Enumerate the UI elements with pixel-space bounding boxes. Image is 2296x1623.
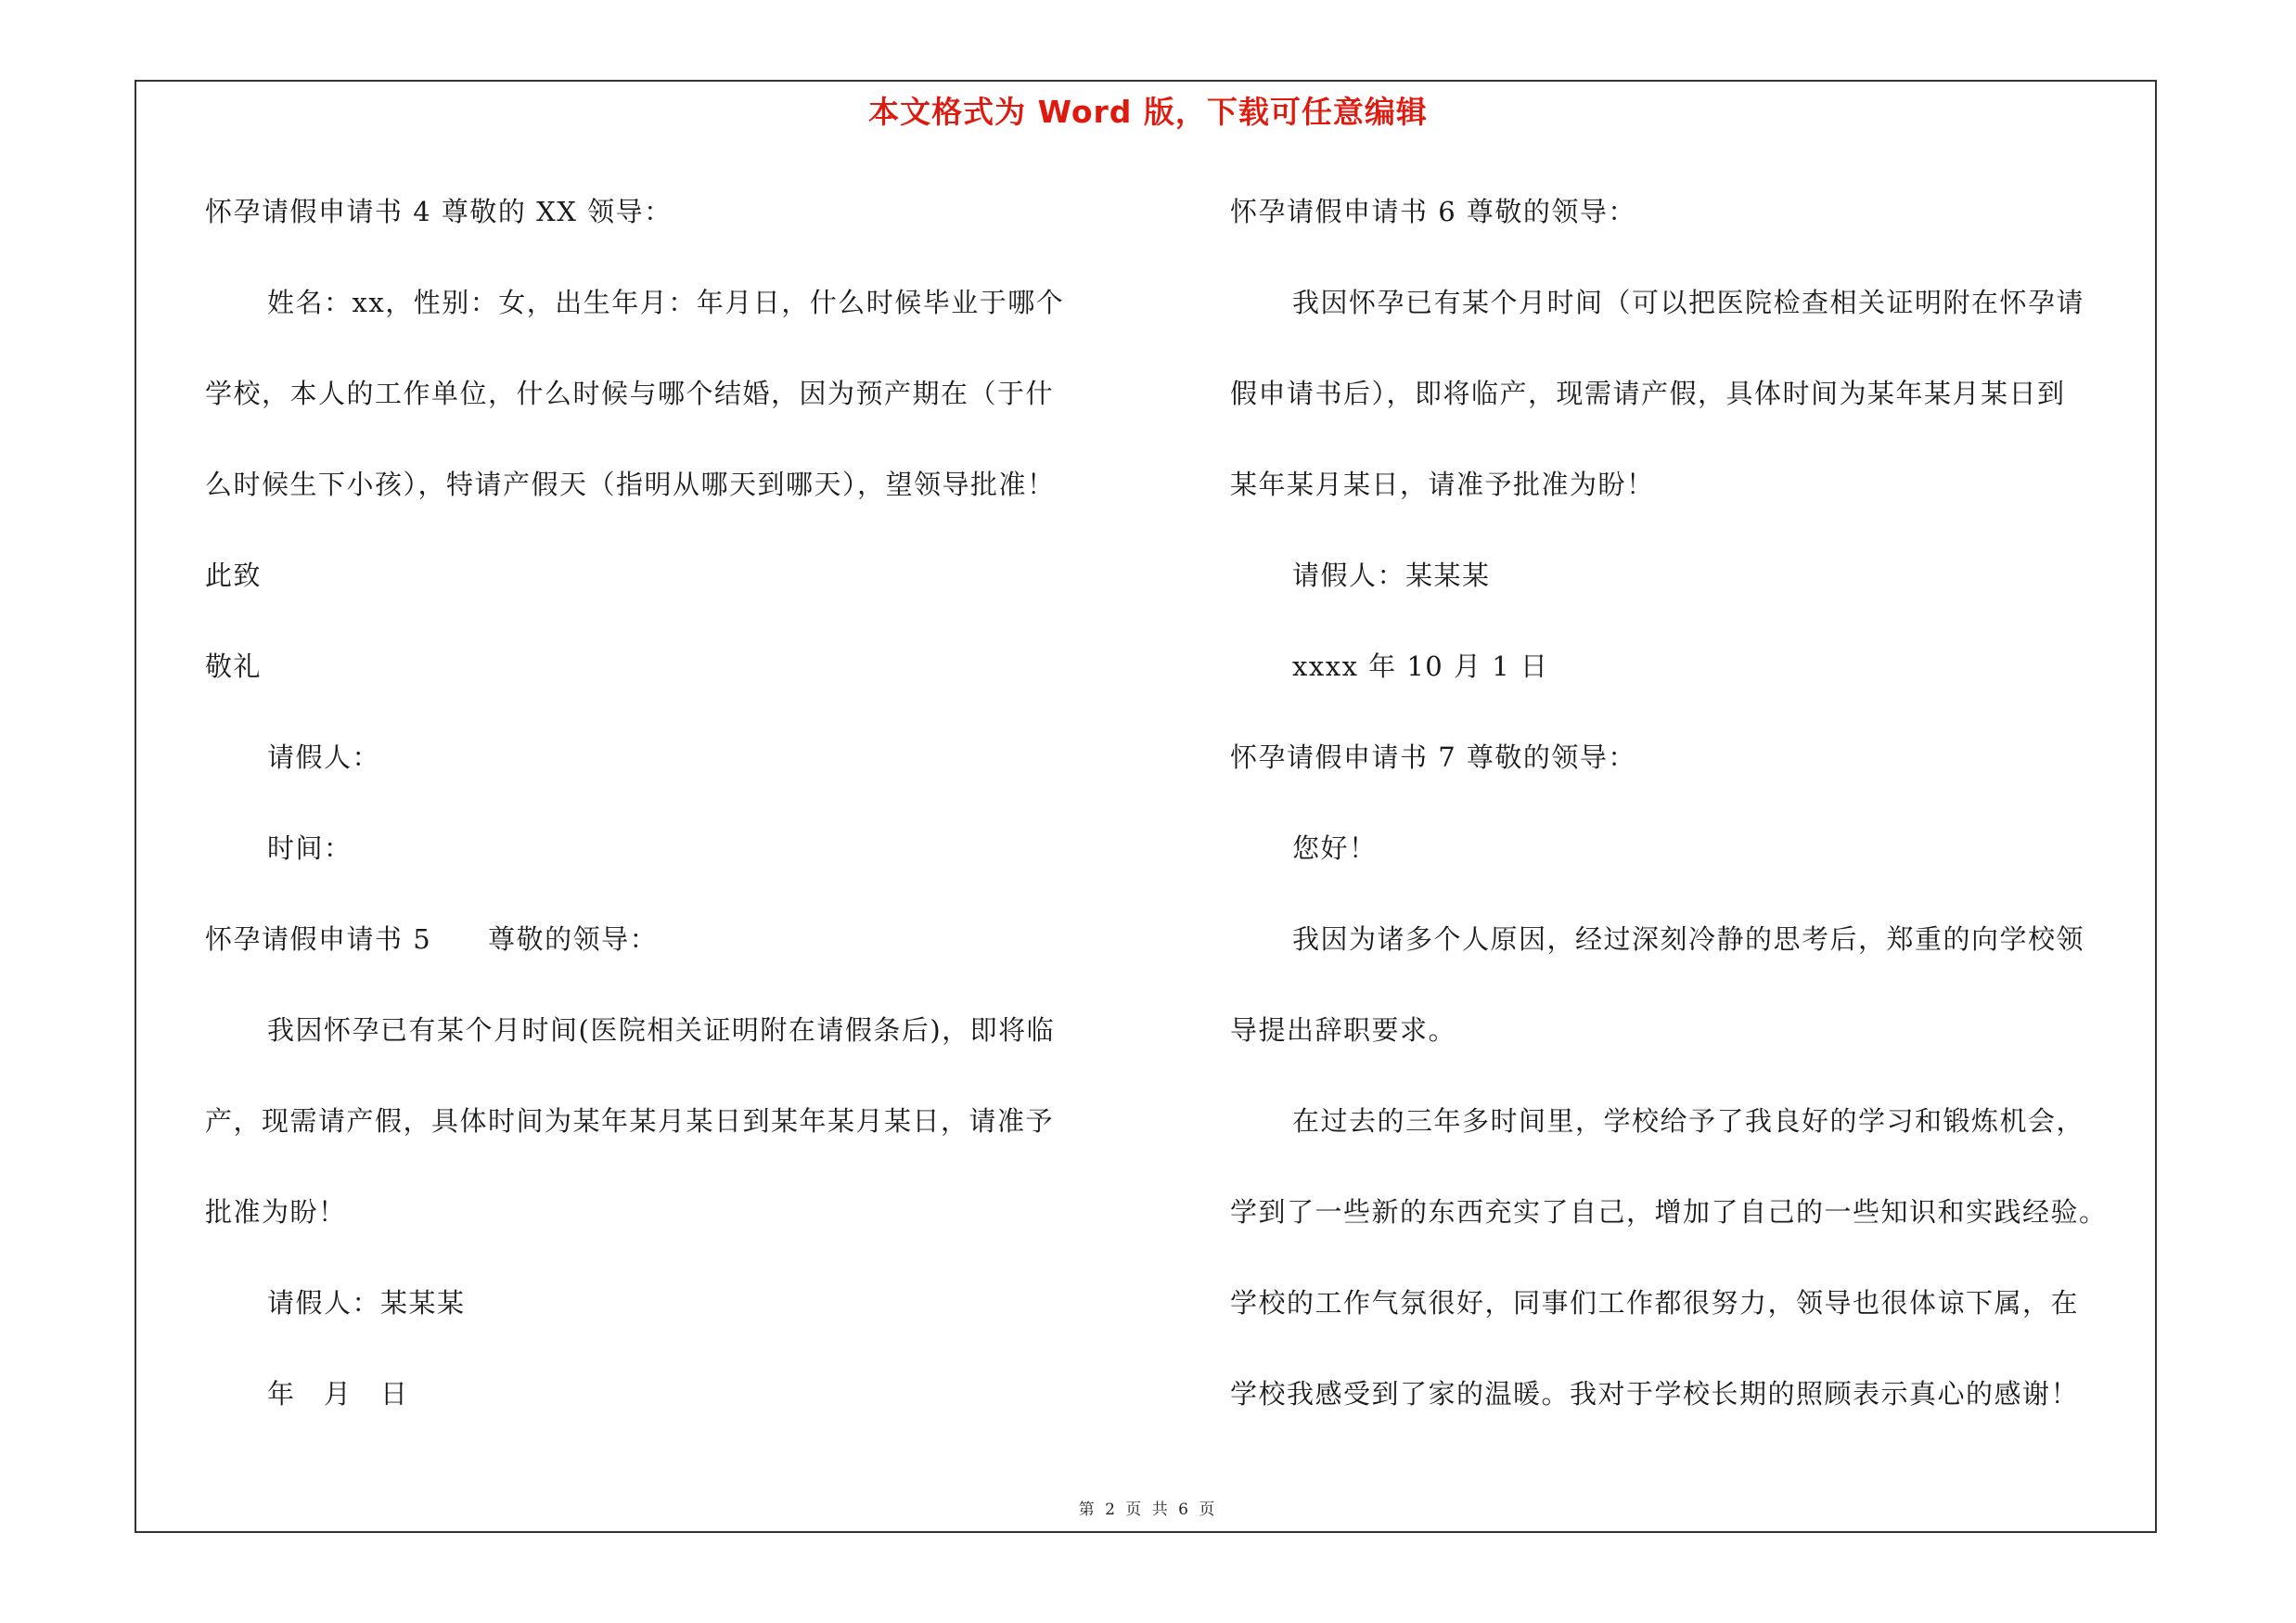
paragraph-line: 我因怀孕已有某个月时间(医院相关证明附在请假条后)，即将临 xyxy=(267,1014,1056,1046)
paragraph-line: 怀孕请假申请书 7 尊敬的领导： xyxy=(1230,741,1636,773)
paragraph-line: 时间： xyxy=(267,832,353,864)
paragraph-line: 在过去的三年多时间里，学校给予了我良好的学习和锻炼机会， xyxy=(1292,1105,2085,1137)
paragraph-line: 我因为诸多个人原因，经过深刻冷静的思考后，郑重的向学校领 xyxy=(1292,923,2085,955)
paragraph-line: 年 月 日 xyxy=(267,1378,409,1410)
paragraph-line: 请假人： xyxy=(267,741,381,773)
paragraph-line: 假申请书后），即将临产，现需请产假，具体时间为某年某月某日到 xyxy=(1230,378,2066,409)
paragraph-line: 某年某月某日，请准予批准为盼！ xyxy=(1230,469,1655,500)
paragraph-line: 学到了一些新的东西充实了自己，增加了自己的一些知识和实践经验。 xyxy=(1230,1196,2108,1228)
header-notice: 本文格式为 Word 版，下载可任意编辑 xyxy=(868,94,1428,130)
paragraph-line: 么时候生下小孩），特请产假天（指明从哪天到哪天），望领导批准！ xyxy=(205,469,1056,500)
paragraph-line: 我因怀孕已有某个月时间（可以把医院检查相关证明附在怀孕请 xyxy=(1292,287,2085,318)
paragraph-line: 请假人：某某某 xyxy=(1292,560,1491,591)
paragraph-line: 导提出辞职要求。 xyxy=(1230,1014,1457,1046)
paragraph-line: 学校我感受到了家的温暖。我对于学校长期的照顾表示真心的感谢！ xyxy=(1230,1378,2080,1410)
paragraph-line: 学校的工作气氛很好，同事们工作都很努力，领导也很体谅下属，在 xyxy=(1230,1287,2080,1319)
paragraph-line: 批准为盼！ xyxy=(205,1196,347,1228)
paragraph-line: 此致 xyxy=(205,560,263,591)
page-number: 第 2 页 共 6 页 xyxy=(1078,1501,1218,1519)
paragraph-line: 产，现需请产假，具体时间为某年某月某日到某年某月某日，请准予 xyxy=(205,1105,1055,1137)
paragraph-line: 怀孕请假申请书 6 尊敬的领导： xyxy=(1230,196,1636,227)
paragraph-line: 您好！ xyxy=(1292,832,1378,864)
right-column xyxy=(1230,184,2167,1457)
paragraph-line: 请假人：某某某 xyxy=(267,1287,466,1319)
paragraph-line: 敬礼 xyxy=(205,650,263,682)
paragraph-line: xxxx 年 10 月 1 日 xyxy=(1292,650,1549,682)
paragraph-line: 怀孕请假申请书 4 尊敬的 XX 领导： xyxy=(205,196,673,227)
paragraph-line: 学校，本人的工作单位，什么时候与哪个结婚，因为预产期在（于什 xyxy=(205,378,1055,409)
paragraph-line: 姓名：xx，性别：女，出生年月：年月日，什么时候毕业于哪个 xyxy=(267,287,1065,318)
paragraph-line: 怀孕请假申请书 5 尊敬的领导： xyxy=(205,923,659,955)
left-column xyxy=(205,184,1123,1457)
